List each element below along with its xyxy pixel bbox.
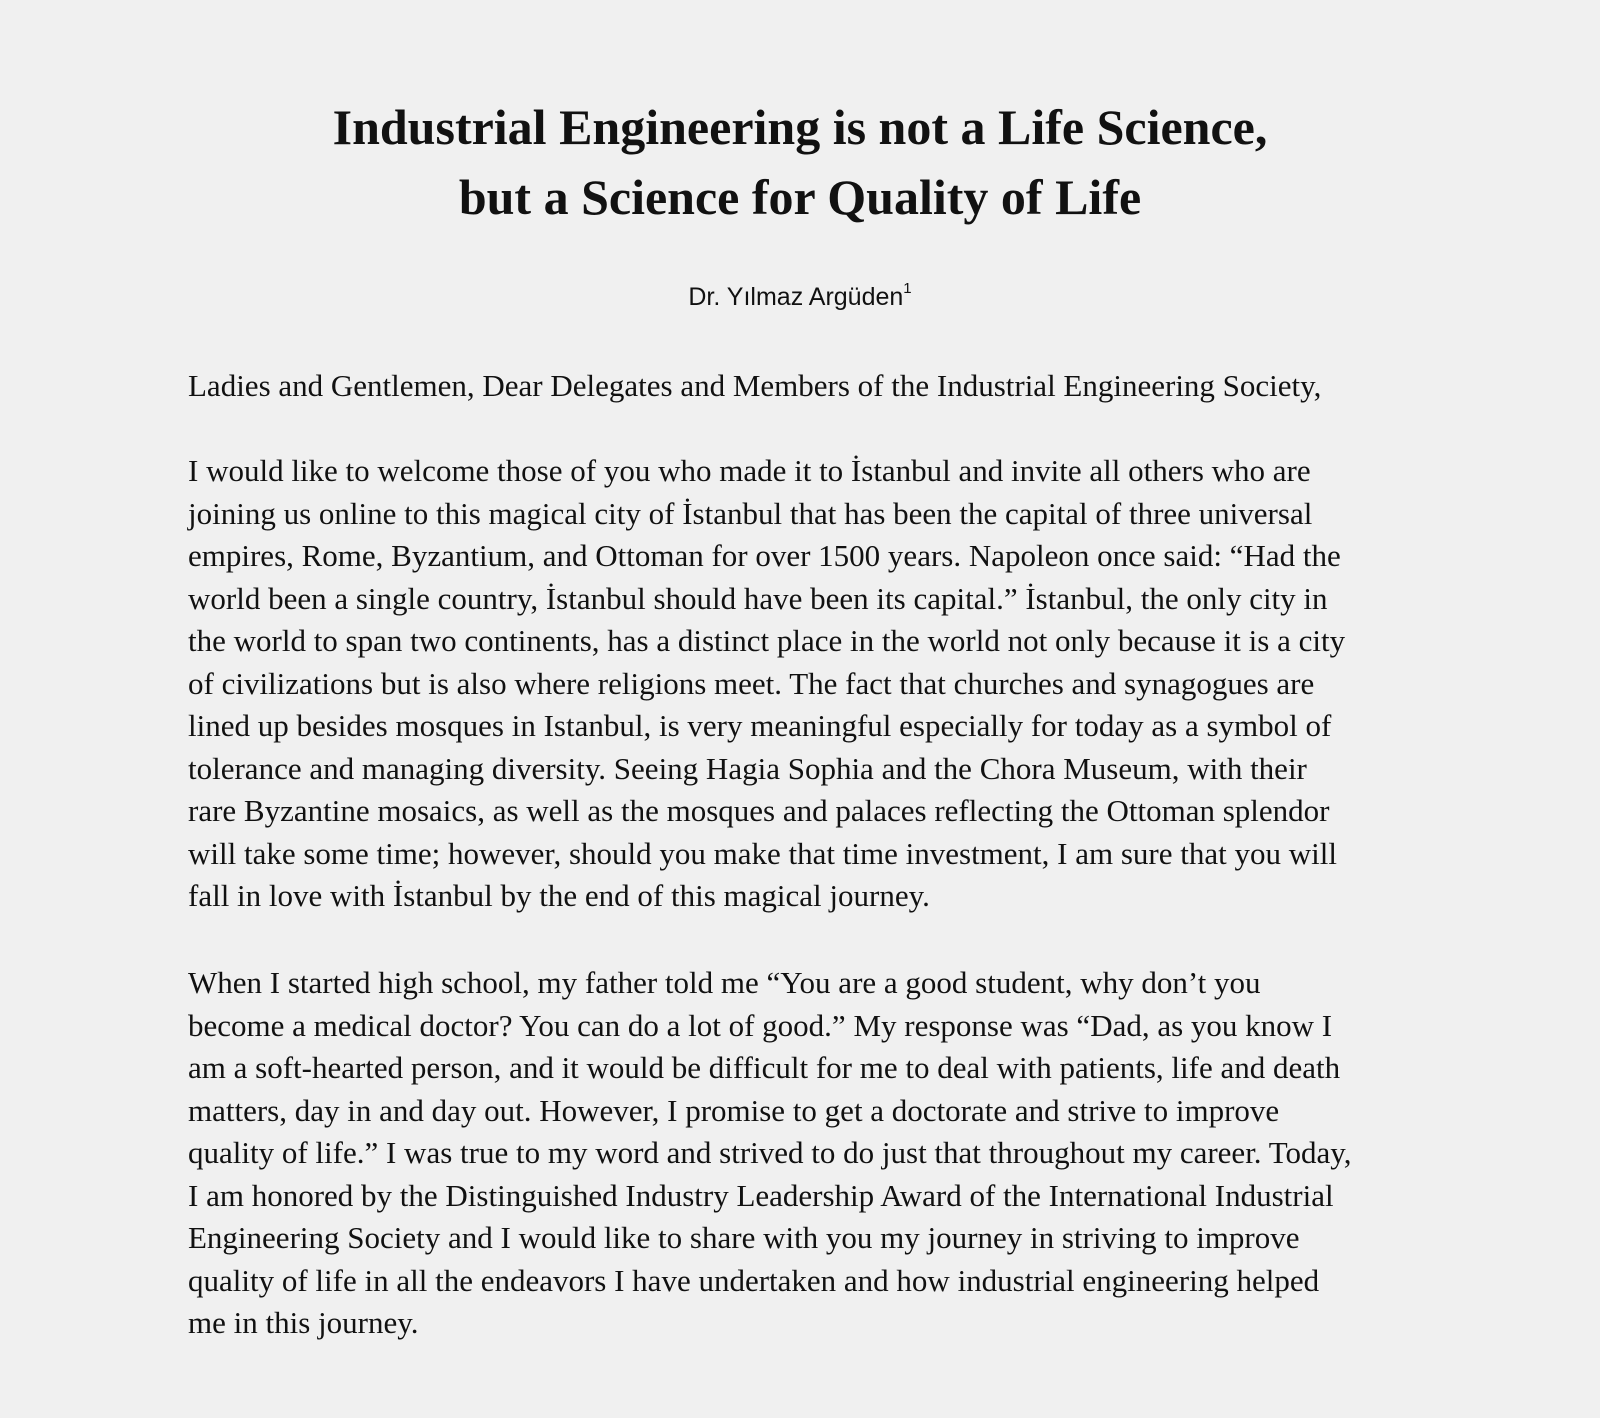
title-line: Industrial Engineering is not a Life Science, — [332, 99, 1268, 155]
author-byline — [0, 280, 1600, 314]
salutation: Ladies and Gentlemen, Dear Delegates and Members of the Industrial Engineering Society, — [188, 368, 1322, 403]
paragraph-line: When I started high school, my father told me “You are a good student, why don’t you — [188, 965, 1261, 1000]
paragraph-line: joining us online to this magical city of İstanbul that has been the capital of three universal — [188, 495, 1313, 531]
title-line: but a Science for Quality of Life — [458, 169, 1142, 225]
paragraph-line: of civilizations but is also where religions meet. The fact that churches and synagogues are — [188, 665, 1315, 701]
paragraph-line: become a medical doctor? You can do a lot of good.” My response was “Dad, as you know I — [188, 1007, 1333, 1043]
paragraph-line: am a soft-hearted person, and it would be difficult for me to deal with patients, life and death — [188, 1050, 1341, 1085]
paragraph-line: matters, day in and day out. However, I promise to get a doctorate and strive to improve — [188, 1092, 1280, 1128]
paragraph-line: empires, Rome, Byzantium, and Ottoman for over 1500 years. Napoleon once said: “Had the — [188, 538, 1341, 573]
paragraph-line: will take some time; however, should you make that time investment, I am sure that you will — [188, 835, 1337, 871]
paragraph-line: I would like to welcome those of you who made it to İstanbul and invite all others who are — [188, 453, 1311, 488]
paragraph-high-school — [188, 962, 1424, 1345]
paragraph-line: rare Byzantine mosaics, as well as the mosques and palaces reflecting the Ottoman splendor — [188, 793, 1330, 828]
paragraph-line: world been a single country, İstanbul should have been its capital.” İstanbul, the only city in — [188, 580, 1328, 616]
paragraph-line: me in this journey. — [188, 1305, 419, 1340]
paragraph-line: lined up besides mosques in Istanbul, is very meaningful especially for today as a symbol of — [188, 708, 1332, 743]
paragraph-line: tolerance and managing diversity. Seeing Hagia Sophia and the Chora Museum, with their — [188, 750, 1307, 786]
paragraph-welcome — [188, 450, 1424, 918]
author-name: Dr. Yılmaz Argüden — [688, 283, 904, 311]
paragraph-line: quality of life in all the endeavors I have undertaken and how industrial engineering helped — [188, 1262, 1320, 1298]
document-title — [0, 92, 1600, 232]
paragraph-line: Engineering Society and I would like to share with you my journey in striving to improve — [188, 1220, 1300, 1255]
paragraph-line: I am honored by the Distinguished Industry Leadership Award of the International Industrial — [188, 1177, 1334, 1213]
paragraph-line: the world to span two continents, has a distinct place in the world not only because it is a city — [188, 623, 1346, 658]
paragraph-line: fall in love with İstanbul by the end of this magical journey. — [188, 878, 930, 913]
footnote-marker: 1 — [903, 280, 912, 297]
paragraph-line: quality of life.” I was true to my word and strived to do just that throughout my career. Today, — [188, 1135, 1352, 1170]
